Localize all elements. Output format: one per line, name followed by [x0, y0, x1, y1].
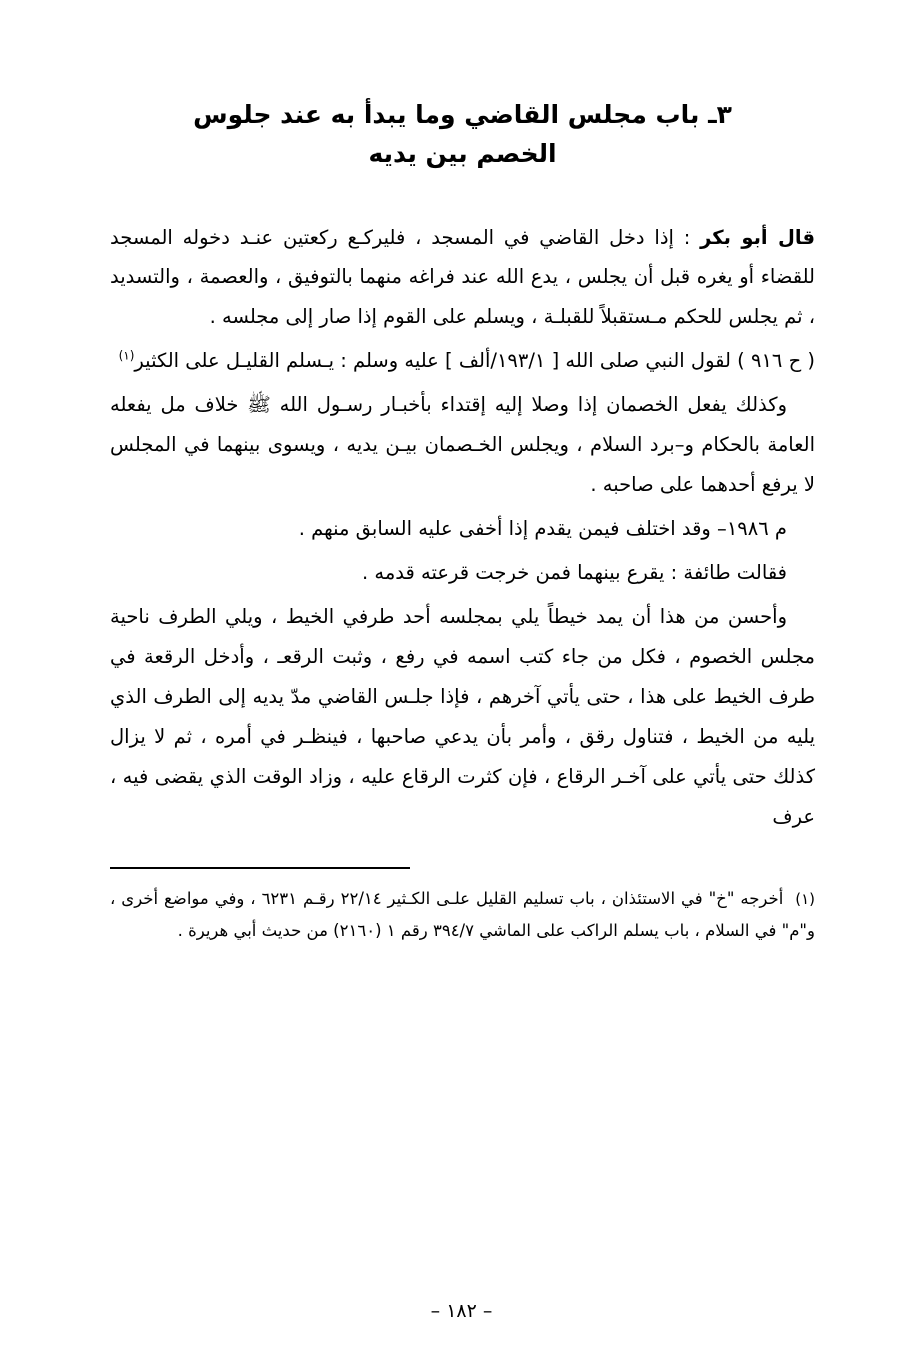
body-text: [110, 218, 815, 838]
paragraph-5-text: فقالت طائفة : يقرع بينهما فمن خرجت قرعته قدمه .: [361, 561, 787, 585]
paragraph-2-text: ( ح ٩١٦ ) لقول النبي صلى الله [ ١٩٣/١/ألف ] عليه وسلم : يـسلم القليـل على الكثير: [134, 349, 815, 373]
paragraph-4-text: م ١٩٨٦– وقد اختلف فيمن يقدم إذا أخفى عليه السابق منهم .: [298, 517, 787, 541]
chapter-title-line-2: الخصم بين يديه: [368, 138, 557, 168]
footnote-1-marker: (١): [795, 890, 815, 909]
paragraph-1-lead: قال أبو بكر: [700, 225, 815, 249]
paragraph-6-text: وأحسن من هذا أن يمد خيطاً يلي بمجلسه أحد طرفي الخيط ، ويلي الطرف ناحية مجلس الخصوم ، فكل من جاء كتب اسمه في رفع ، وثبت الرقعـ ، وأدخل الرقعة في طرف الخيط على هذا ، حتى يأتي آخرهم ، فإذا جلـس القاضي مدّ يديه إلى الطرف الذي يليه من الخيط ، فتناول رقق ، وأمر بأن يدعي صاحبها ، فينظـر في أمره ، ثم لا يزال كذلك حتى يأتي على آخـر الرقاع ، فإن كثرت الرقاع عليه ، وزاد الوقت الذي يقضى فيه ، عرف: [110, 605, 815, 829]
paragraph-3: [110, 385, 815, 505]
footnote-1-text: أخرجه "خ" في الاستئذان ، باب تسليم القليل علـى الكـثير ٢٢/١٤ رقـم ٦٢٣١ ، وفي مواضع أخرى ، و"م" في السلام ، باب يسلم الراكب على الماشي ٣٩٤/٧ رقم ١ (٢١٦٠) من حديث أبي هريرة .: [110, 889, 815, 941]
paragraph-1-text: : إذا دخل القاضي في المسجد ، فليركـع ركعتين عنـد دخوله المسجد للقضاء أو يغره قبل أن يجلس ، يدع الله عند فراغه منهما بالتوفيق ، والعصمة ، والتسديد ، ثم يجلس للحكم مـستقبلاً للقبلـة ، ويسلم على القوم إذا صار إلى مجلسه .: [110, 225, 815, 329]
paragraph-3-text: وكذلك يفعل الخصمان إذا وصلا إليه إقتداء بأخبـار رسـول الله ﷺ خلاف مل يفعله العامة بالحكام و–برد السلام ، ويجلس الخـصمان بيـن يديه ، ويسوى بينهما في المجلس لا يرفع أحدهما على صاحبه .: [110, 393, 815, 497]
paragraph-6: [110, 597, 815, 837]
footnote-reference-1: (١): [118, 348, 135, 363]
footnote-divider: [110, 867, 410, 869]
paragraph-4: [110, 509, 815, 549]
paragraph-2: [110, 341, 815, 381]
footnote-1: [110, 883, 815, 947]
footnote-divider-wrap: [110, 841, 815, 883]
paragraph-5: [110, 553, 815, 593]
footnotes-section: [110, 883, 815, 947]
paragraph-1: [110, 218, 815, 338]
page-number: – ١٨٢ –: [430, 1300, 493, 1322]
page-title: [110, 96, 815, 174]
chapter-title-line-1: ٣ـ باب مجلس القاضي وما يبدأ به عند جلوس: [193, 100, 732, 129]
